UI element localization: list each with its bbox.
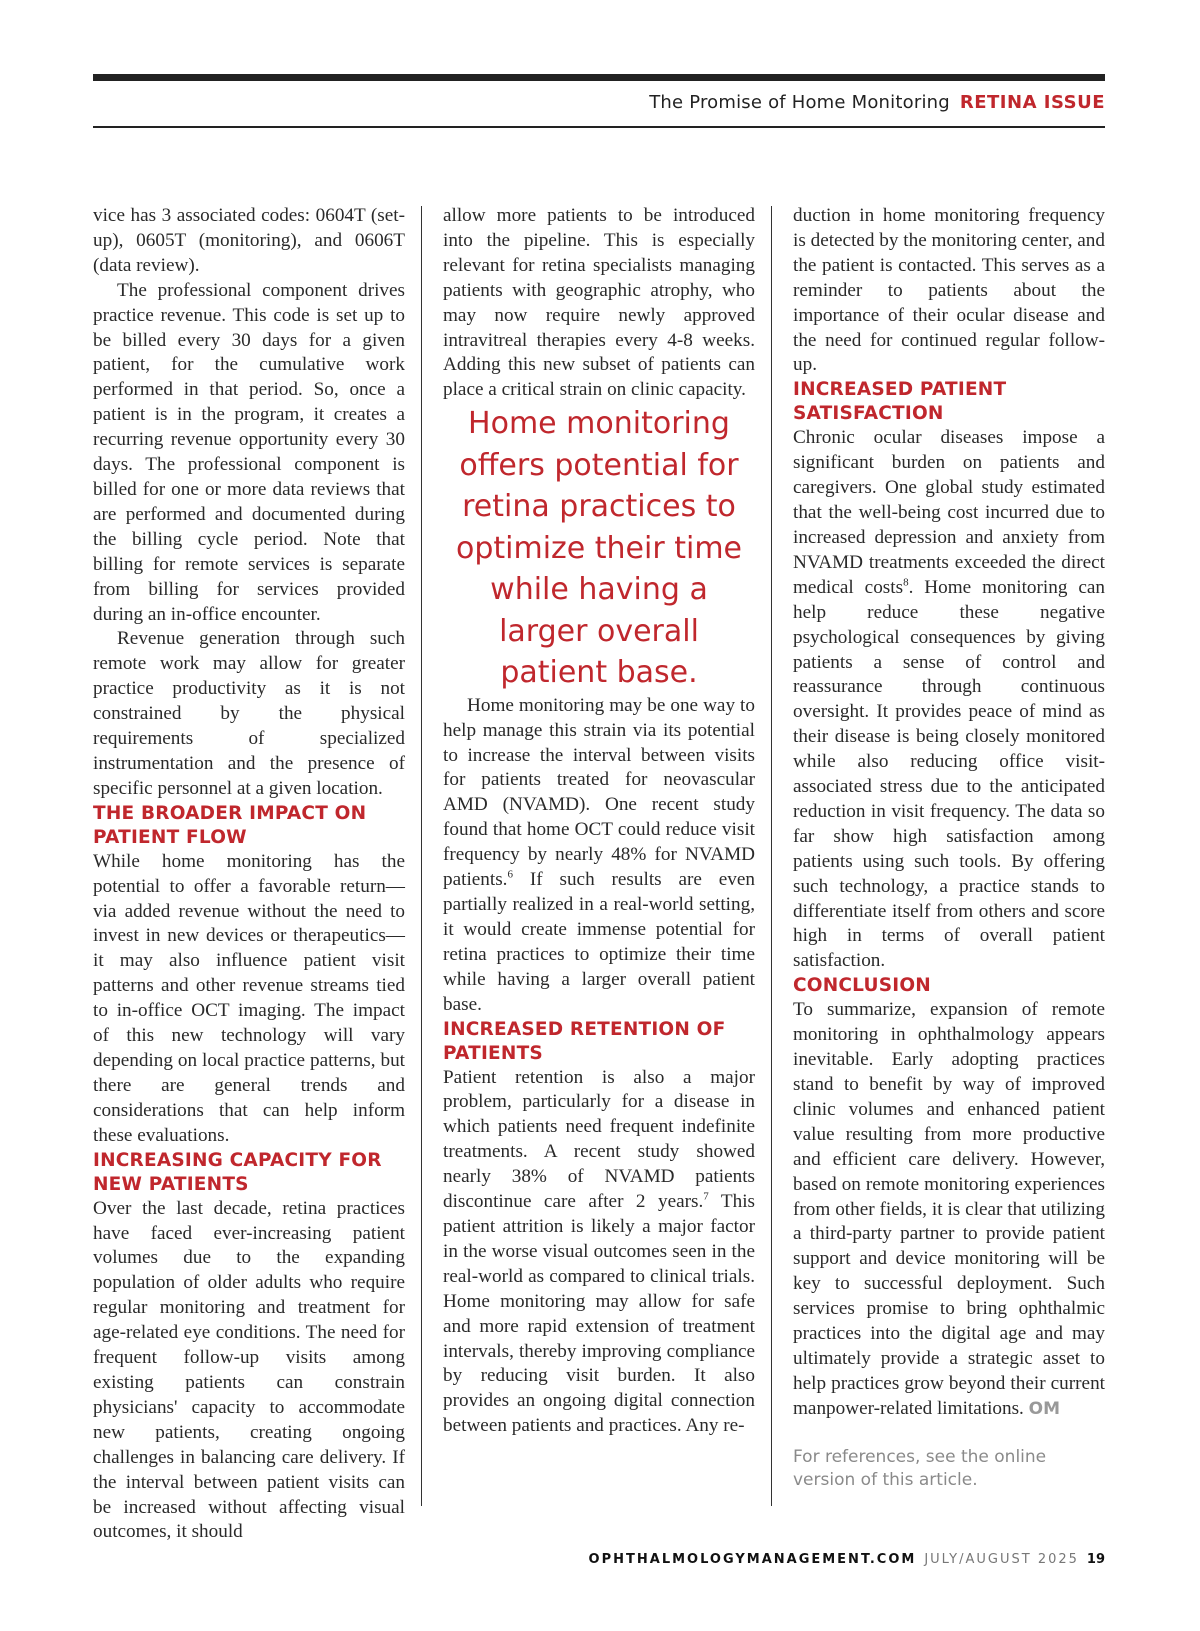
citation: 7: [703, 1190, 709, 1203]
paragraph: [793, 426, 1105, 974]
top-rule: [93, 74, 1105, 81]
column-divider: [421, 206, 422, 1506]
website-link[interactable]: OPHTHALMOLOGYMANAGEMENT.COM: [588, 1552, 917, 1567]
text: If such results are even partially realized in a real-world setting, it would create immense potential for retina practices to optimize their time while having a larger overall patient base.: [443, 869, 755, 1015]
citation: 6: [507, 868, 513, 881]
text: Patient retention is also a major problem, particularly for a disease in which patients need frequent indefinite treatments. A recent study showed nearly 38% of NVAMD patients discontinue care after 2 years.: [443, 1066, 755, 1213]
running-header: [93, 92, 1105, 113]
section-heading: INCREASED RETENTION OF PATIENTS: [443, 1018, 726, 1064]
paragraph: duction in home monitoring frequency is detected by the monitoring center, and the patient is contacted. This serves as a reminder to patients about the importance of their ocular disease and the need for continued regular follow-up.: [793, 205, 1105, 376]
page-number: 19: [1086, 1552, 1105, 1567]
article-title: The Promise of Home Monitoring: [649, 92, 950, 113]
paragraph: allow more patients to be introduced into the pipeline. This is especially relevant for retina specialists managing patients with geographic atrophy, who may now require newly approved intravitreal therapies every 4-8 weeks. Adding this new subset of patients can place a critical strain on clinic capacity.: [443, 205, 755, 401]
text: Chronic ocular diseases impose a significant burden on patients and caregivers. One global study estimated that the well-being cost incurred due to increased depression and anxiety from NVAMD treatments exceeded the direct medical costs: [793, 427, 1105, 598]
section-heading: CONCLUSION: [793, 975, 931, 997]
text: To summarize, expansion of remote monitoring in ophthalmology appears inevitable. Early adopting practices stand to benefit by way of improved clinic volumes and enhanced patient value resulting from more productive and efficient care delivery. However, based on remote monitoring experiences from other fields, it is clear that utilizing a third-party partner to provide patient support and device monitoring will be key to successful deployment. Such services promise to bring ophthalmic practices into the digital age and may ultimately provide a strategic asset to help practices grow beyond their current manpower-related limitations.: [793, 999, 1105, 1419]
paragraph: [793, 998, 1105, 1421]
text: This patient attrition is likely a major factor in the worse visual outcomes seen in the real-world as compared to clinical trials. Home monitoring may allow for safe and more rapid extension of treatment intervals, thereby improving compliance by reducing visit burden. It also provides an ongoing digital connection between patients and practices. Any re-: [443, 1191, 756, 1437]
section-heading: INCREASING CAPACITY FOR NEW PATIENTS: [93, 1149, 382, 1195]
paragraph: Revenue generation through such remote work may allow for greater practice productivity as it is not constrained by the physical requirements of specialized instrumentation and the presence of specific personnel at a given location.: [93, 628, 405, 799]
section-heading: INCREASED PATIENT SATISFACTION: [793, 379, 1007, 425]
header-rule: [93, 126, 1105, 128]
paragraph: While home monitoring has the potential to offer a favorable return—via added revenue without the need to invest in new devices or therapeutics—it may also influence patient visit patterns and other revenue streams tied to in-office OCT imaging. The impact of this new technology will vary depending on local practice patterns, but there are general trends and considerations that can help inform these evaluations.: [93, 850, 405, 1146]
column-divider: [771, 206, 772, 1506]
text: Home monitoring may be one way to help manage this strain via its potential to increase the interval between visits for patients treated for neovascular AMD (NVAMD). One recent study found that home OCT could reduce visit frequency by nearly 48% for NVAMD patients.: [443, 694, 755, 891]
references-note: For references, see the online version of this article.: [793, 1446, 1047, 1490]
column-2: [443, 204, 755, 1439]
text: . Home monitoring can help reduce these negative psychological consequences by giving patients a sense of control and reassurance through continuous oversight. It provides peace of mind as their disease is being closely monitored while also reducing office visit-associated stress due to the anticipated reduction in visit frequency. The data so far show high satisfaction among patients using such tools. By offering such technology, a practice stands to differentiate itself from others and score high in terms of overall patient satisfaction.: [793, 576, 1106, 972]
pull-quote: Home monitoring offers potential for retina practices to optimize their time while having a larger overall patient base.: [455, 406, 742, 691]
end-mark: OM: [1028, 1398, 1061, 1419]
paragraph: vice has 3 associated codes: 0604T (set-up), 0605T (monitoring), and 0606T (data review).: [93, 205, 405, 276]
paragraph: Over the last decade, retina practices have faced ever-increasing patient volumes due to the expanding population of older adults who require regular monitoring and treatment for age-related eye conditions. The need for frequent follow-up visits among existing patients can constrain physicians' capacity to accommodate new patients, creating ongoing challenges in balancing care delivery. If the interval between patient visits can be increased without affecting visual outcomes, it should: [93, 1197, 405, 1543]
section-label: RETINA ISSUE: [959, 92, 1105, 113]
paragraph: [443, 694, 755, 1018]
citation: 8: [903, 576, 909, 589]
issue-date: JULY/AUGUST 2025: [924, 1552, 1079, 1567]
section-heading: THE BROADER IMPACT ON PATIENT FLOW: [93, 802, 367, 848]
column-3: [793, 204, 1105, 1492]
paragraph: The professional component drives practice revenue. This code is set up to be billed every 30 days for a given patient, for the cumulative work performed in that period. So, once a patient is in the program, it creates a recurring revenue opportunity every 30 days. The professional component is billed for one or more data reviews that are performed and documented during the billing cycle period. Note that billing for remote services is separate from billing for services provided during an in-office encounter.: [93, 279, 405, 625]
paragraph: [443, 1066, 755, 1440]
page-footer: [93, 1552, 1105, 1567]
column-1: [93, 204, 405, 1545]
